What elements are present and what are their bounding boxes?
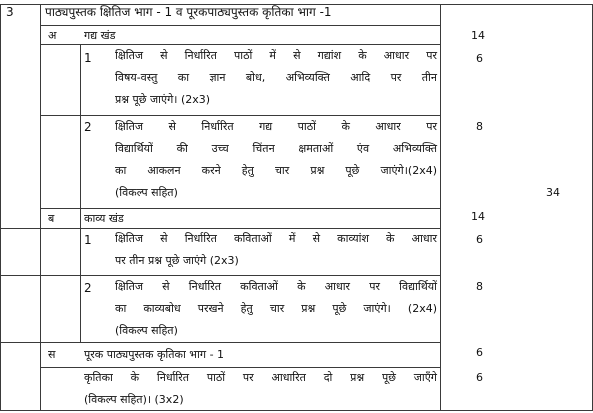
item-number: 2	[84, 120, 92, 134]
item-marks: 6	[476, 371, 483, 384]
item-marks: 8	[476, 120, 483, 133]
part-marks: 14	[471, 210, 485, 223]
row-rule	[40, 25, 440, 26]
item-text-line: पर तीन प्रश्न पूछे जाएंगे (2x3)	[115, 254, 239, 267]
item-description	[115, 228, 437, 272]
item-text-line: विद्यार्थियों की उच्च चिंतन क्षमताओं एंव अभिव्यक्ति	[115, 142, 437, 155]
part-heading: काव्य खंड	[84, 212, 124, 225]
item-text-line: क्षितिज से निर्धारित पाठों में से गद्यांश के आधार पर	[115, 49, 437, 62]
part-letter: स	[48, 348, 56, 361]
row-rule	[40, 208, 440, 209]
item-description	[115, 276, 437, 342]
part-letter: ब	[48, 212, 55, 225]
part-heading: पूरक पाठ्यपुस्तक कृतिका भाग - 1	[84, 348, 225, 361]
item-text-line: का आकलन करने हेतु चार प्रश्न पूछे जाएंगे।(2x4)	[115, 164, 437, 177]
column-rule	[440, 4, 441, 410]
item-marks: 6	[476, 52, 483, 65]
item-text-line: कृतिका के निर्धारित पाठों पर आधारित दो प्रश्न पूछे जाएँगे	[84, 371, 437, 384]
section-title: पाठ्यपुस्तक क्षितिज भाग - 1 व पूरकपाठ्यपुस्तक कृतिका भाग -1	[45, 5, 332, 19]
item-number: 1	[84, 233, 92, 247]
part-letter: अ	[48, 29, 57, 42]
item-marks: 8	[476, 280, 483, 293]
item-text-line: क्षितिज से निर्धारित कविताओं में से काव्यांश के आधार	[115, 232, 437, 245]
part-marks: 6	[476, 346, 483, 359]
section-number: 3	[6, 5, 14, 19]
item-text-line: (विकल्प सहित)	[115, 324, 178, 337]
item-text-line: क्षितिज से निर्धारित कविताओं के आधार पर विद्यार्थियों	[115, 280, 437, 293]
part-marks: 14	[471, 29, 485, 42]
column-rule	[40, 4, 41, 410]
row-rule	[0, 342, 440, 343]
item-text-line: का काव्यबोध परखने हेतु चार प्रश्न पूछे जाएंगे। (2x4)	[115, 302, 437, 315]
item-text-line: प्रश्न पूछे जाएंगे। (2x3)	[115, 93, 211, 106]
item-text-line: (विकल्प सहित)। (3x2)	[84, 393, 184, 406]
column-rule	[80, 44, 81, 342]
table-border-left	[0, 4, 1, 410]
item-description	[115, 116, 437, 204]
item-text-line: क्षितिज से निर्धारित गद्य पाठों के आधार पर	[115, 120, 437, 133]
item-text-line: विषय-वस्तु का ज्ञान बोध, अभिव्यक्ति आदि पर तीन	[115, 71, 437, 84]
item-description	[115, 45, 437, 111]
item-text-line: (विकल्प सहित)	[115, 186, 178, 199]
part-heading: गद्य खंड	[84, 29, 116, 42]
item-number: 2	[84, 281, 92, 295]
item-marks: 6	[476, 233, 483, 246]
item-number: 1	[84, 51, 92, 65]
item-description	[84, 367, 437, 411]
section-total-marks: 34	[546, 186, 560, 199]
